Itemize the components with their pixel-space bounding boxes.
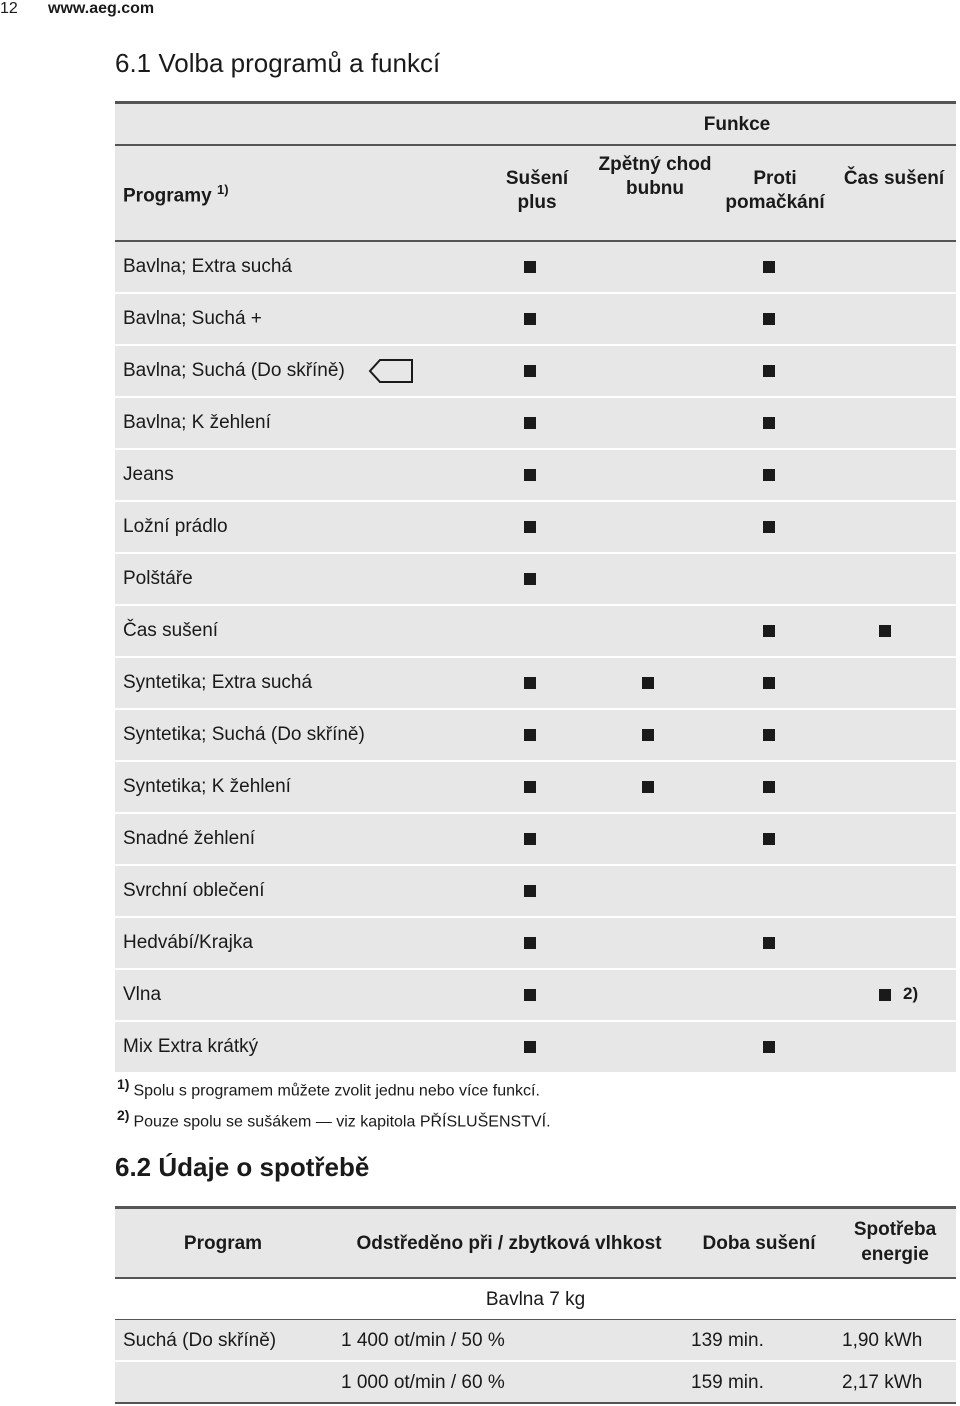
check-mark-reverse — [642, 677, 654, 689]
page-number: 12 — [0, 0, 18, 17]
check-mark-drying-plus — [524, 417, 536, 429]
check-mark-anticrease — [763, 729, 775, 741]
check-mark-anticrease — [763, 1041, 775, 1053]
programs-header-footnote: 1) — [216, 182, 229, 197]
cell-energy: 1,90 kWh — [842, 1330, 923, 1351]
table-row — [115, 1320, 956, 1362]
table-row — [115, 1362, 956, 1404]
footnote-1-text: Spolu s programem můžete zvolit jednu nebo více funkcí. — [133, 1082, 540, 1100]
table-row — [115, 918, 956, 970]
program-label: Vlna — [123, 984, 162, 1005]
check-mark-anticrease — [763, 365, 775, 377]
functions-group-header — [115, 104, 956, 146]
table-row — [115, 502, 956, 554]
check-mark-anticrease — [763, 677, 775, 689]
consumption-table-header — [115, 1206, 956, 1279]
programs-table-header — [115, 101, 956, 242]
section-title-consumption: 6.2 Údaje o spotřebě — [115, 1152, 370, 1182]
footnote-1-mark: 1) — [117, 1076, 130, 1092]
table-row — [115, 658, 956, 710]
program-label: Mix Extra krátký — [123, 1036, 259, 1057]
check-mark-drying-plus — [524, 937, 536, 949]
check-mark-drying-plus — [524, 885, 536, 897]
cell-program: Suchá (Do skříně) — [123, 1330, 277, 1351]
programs-table-body — [115, 242, 956, 1074]
program-label: Bavlna; Suchá + — [123, 308, 262, 329]
col-header-spin: Odstředěno při / zbytková vlhkost — [356, 1233, 662, 1254]
check-mark-drying-time — [879, 989, 891, 1001]
table-row — [115, 294, 956, 346]
table-row — [115, 970, 956, 1022]
col-header-time: Doba sušení — [702, 1233, 816, 1254]
program-label: Bavlna; K žehlení — [123, 412, 271, 433]
check-mark-drying-plus — [524, 573, 536, 585]
check-mark-reverse — [642, 729, 654, 741]
program-label: Snadné žehlení — [123, 828, 256, 849]
program-label: Čas sušení — [123, 620, 219, 641]
footnote-2-text: Pouze spolu se sušákem — viz kapitola PŘÍSLUŠENSTVÍ. — [133, 1113, 551, 1131]
programs-column-header — [123, 182, 229, 207]
check-mark-drying-plus — [524, 833, 536, 845]
table-row — [115, 762, 956, 814]
check-mark-anticrease — [763, 625, 775, 637]
table-row — [115, 450, 956, 502]
consumption-table — [115, 1206, 956, 1404]
footnote-1 — [117, 1076, 540, 1100]
program-label: Syntetika; K žehlení — [123, 776, 291, 797]
footnote-2 — [117, 1107, 551, 1131]
cell-energy: 2,17 kWh — [842, 1372, 923, 1393]
check-mark-drying-plus — [524, 521, 536, 533]
check-mark-drying-plus — [524, 729, 536, 741]
check-mark-anticrease — [763, 937, 775, 949]
col-header-drying-plus: Sušení plus — [505, 168, 569, 213]
section-title-programs: 6.1 Volba programů a funkcí — [115, 48, 441, 78]
check-mark-anticrease — [763, 781, 775, 793]
col-header-program: Program — [183, 1233, 263, 1254]
table-row — [115, 710, 956, 762]
check-mark-reverse — [642, 781, 654, 793]
program-label: Bavlna; Extra suchá — [123, 256, 292, 277]
check-mark-anticrease — [763, 521, 775, 533]
check-mark-drying-plus — [524, 989, 536, 1001]
table-row — [115, 242, 956, 294]
group-row — [115, 1279, 956, 1320]
column-headers — [115, 146, 956, 242]
col-header-reverse: Zpětný chod bubnu — [598, 154, 712, 199]
program-label: Syntetika; Extra suchá — [123, 672, 313, 693]
program-label: Svrchní oblečení — [123, 880, 265, 901]
check-mark-drying-plus — [524, 677, 536, 689]
check-mark-drying-plus — [524, 469, 536, 481]
group-label: Bavlna 7 kg — [485, 1289, 586, 1310]
table-row — [115, 866, 956, 918]
program-label: Ložní prádlo — [123, 516, 228, 537]
table-row — [115, 1022, 956, 1074]
cell-spin: 1 000 ot/min / 60 % — [341, 1372, 505, 1393]
check-mark-anticrease — [763, 313, 775, 325]
col-header-energy: Spotřeba energie — [853, 1219, 937, 1265]
site-url[interactable]: www.aeg.com — [48, 0, 155, 17]
col-header-anticrease: Proti pomačkání — [725, 168, 825, 213]
footnote-2-mark: 2) — [117, 1107, 130, 1123]
footnote-ref: 2) — [903, 984, 919, 1003]
program-label: Jeans — [123, 464, 174, 485]
table-row — [115, 606, 956, 658]
table-row — [115, 554, 956, 606]
check-mark-drying-time — [879, 625, 891, 637]
check-mark-anticrease — [763, 261, 775, 273]
cell-time: 159 min. — [691, 1372, 764, 1393]
table-row — [115, 398, 956, 450]
cell-time: 139 min. — [691, 1330, 764, 1351]
program-label: Bavlna; Suchá (Do skříně) — [123, 360, 345, 381]
col-header-drying-time: Čas sušení — [843, 168, 945, 189]
check-mark-anticrease — [763, 469, 775, 481]
programs-header-label: Programy — [123, 185, 212, 207]
check-mark-anticrease — [763, 417, 775, 429]
table-row — [115, 814, 956, 866]
program-label: Polštáře — [123, 568, 193, 589]
check-mark-drying-plus — [524, 781, 536, 793]
check-mark-anticrease — [763, 833, 775, 845]
program-label: Hedvábí/Krajka — [123, 932, 253, 953]
check-mark-drying-plus — [524, 261, 536, 273]
program-label: Syntetika; Suchá (Do skříně) — [123, 724, 365, 745]
cell-spin: 1 400 ot/min / 50 % — [341, 1330, 505, 1351]
programs-table — [115, 101, 956, 1074]
functions-group-label: Funkce — [703, 114, 771, 135]
page-header — [0, 0, 960, 22]
check-mark-drying-plus — [524, 313, 536, 325]
check-mark-drying-plus — [524, 365, 536, 377]
cupboard-icon — [368, 358, 414, 384]
table-row — [115, 346, 956, 398]
check-mark-drying-plus — [524, 1041, 536, 1053]
